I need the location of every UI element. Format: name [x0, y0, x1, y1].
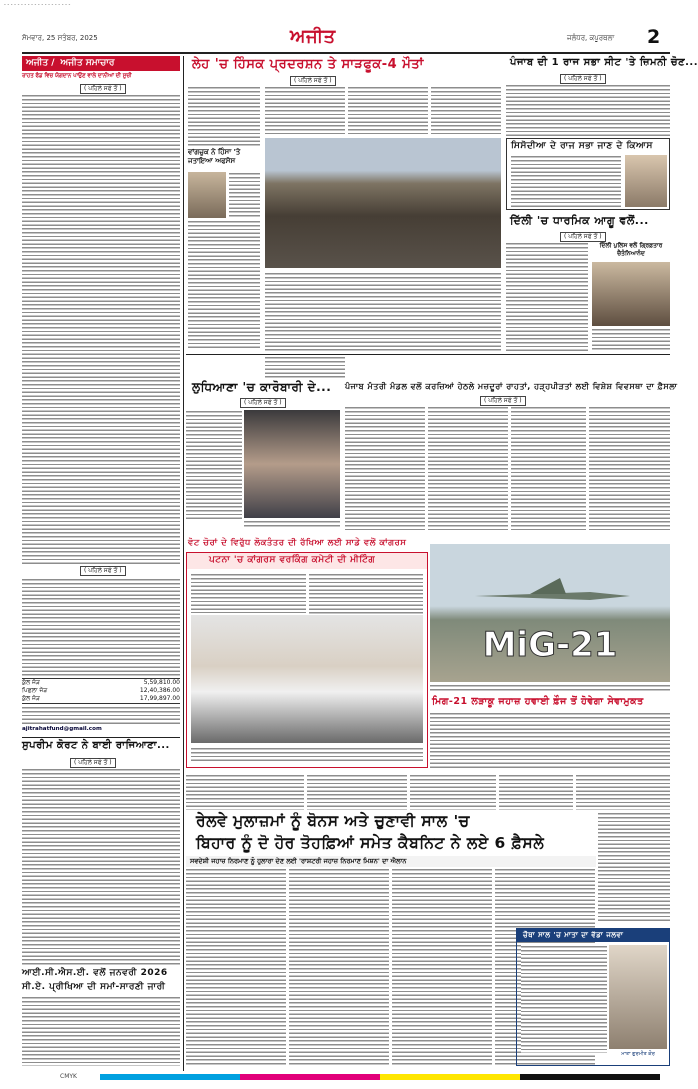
rail-story-2 [289, 868, 389, 1066]
rail-story-3 [392, 868, 492, 1066]
ministers-story-1 [345, 406, 425, 531]
brand-right: ਅਜੀਤ ਸਮਾਚਾਰ [60, 58, 115, 68]
left-column [22, 56, 180, 736]
leh-story-col2 [265, 86, 345, 136]
rail-pre-3 [410, 774, 496, 810]
leh-sub-headline: ਵਾਂਗਚੁਕ ਨੇ ਹਿੰਸਾ 'ਤੇ ਜਤਾਇਆ ਅਫਸੋਸ [188, 148, 241, 165]
mig-headline: ਮਿਗ-21 ਲੜਾਕੂ ਜਹਾਜ਼ ਹਵਾਈ ਫ਼ੌਜ ਤੋਂ ਹੋਵੇਗਾ ਸੇਵਾਮੁਕਤ [432, 696, 644, 707]
continued-tag-2: ( ਪਹਿਲੇ ਸਫੇ ਤੋਂ ) [80, 566, 126, 576]
donor-list [22, 94, 180, 564]
total-row [22, 695, 180, 704]
footer-marks: CMYK [60, 1073, 77, 1080]
ludhiana-pre [265, 356, 345, 378]
obit-title: ਚੌਥਾ ਸਾਲ 'ਚ ਮਾਤਾ ਦਾ ਵੱਡਾ ਜਲਵਾ [523, 931, 624, 939]
sisodia-box [506, 138, 670, 210]
header-rule [22, 52, 670, 54]
rail-pre-2 [307, 774, 407, 810]
continued-tag: ( ਪਹਿਲੇ ਸਫੇ ਤੋਂ ) [80, 84, 126, 94]
leh-story-col3 [348, 86, 428, 136]
ministers-story-2 [428, 406, 508, 531]
mig-jet-icon [470, 574, 640, 614]
jet-wing [530, 578, 566, 594]
ministers-headline: ਪੰਜਾਬ ਮੰਤਰੀ ਮੰਡਲ ਵਲੋਂ ਕਰਜ਼ਿਆਂ ਹੇਠਲੇ ਮਜ਼ਦੂਰਾਂ ਰਾਹਤਾਂ, ਹੜ੍ਹਪੀੜਤਾਂ ਲਈ ਵਿਸ਼ੇਸ਼ ਵਿਵਸਥਾ ਦਾ ਫ਼ੈਸਲਾ [345, 382, 678, 391]
delhi-story [506, 242, 588, 352]
masthead: ਅਜੀਤ [290, 26, 336, 47]
donor-list-2 [22, 578, 180, 678]
continued-tag-8: ( ਪਹਿਲੇ ਸਫੇ ਤੋਂ ) [70, 758, 116, 768]
rail-right-col [598, 812, 670, 922]
col-rule [183, 56, 184, 1071]
ludhiana-caption [244, 520, 340, 528]
supreme-headline: ਸੁਪਰੀਮ ਕੋਰਟ ਨੇ ਬਾਈ ਰਾਜਿਆਣਾ... [22, 740, 170, 751]
header-date: ਸੋਮਵਾਰ, 25 ਸਤੰਬਰ, 2025 [22, 34, 98, 42]
total-row [22, 687, 180, 695]
total-value: 12,40,386.00 [139, 687, 180, 694]
supreme-story [22, 768, 180, 966]
rail-sub: ਸਵਦੇਸ਼ੀ ਜਹਾਜ਼ ਨਿਰਮਾਣ ਨੂੰ ਹੁਲਾਰਾ ਦੇਣ ਲਈ 'ਰਾਸ਼ਟਰੀ ਜਹਾਜ਼ ਨਿਰਮਾਣ ਮਿਸ਼ਨ' ਦਾ ਐਲਾਨ [186, 856, 596, 867]
row-rule [186, 354, 670, 355]
rail-pre-1 [186, 774, 304, 810]
delhi-caption: ਦਿੱਲੀ ਪੁਲਿਸ ਵਲੋਂ ਗ੍ਰਿਫ਼ਤਾਰ ਚੈਤੰਨਿਆਨੰਦ [599, 242, 663, 257]
continued-tag-5: ( ਪਹਿਲੇ ਸਫੇ ਤੋਂ ) [560, 232, 606, 242]
sisodia-story [511, 155, 621, 207]
delhi-story-2 [592, 328, 670, 352]
rail-story-1 [186, 868, 286, 1066]
punjab-rs-story [506, 84, 670, 136]
rail-pre-5 [576, 774, 670, 810]
fund-email: ajitrahatfund@gmail.com [22, 726, 102, 732]
page-number: 2 [647, 26, 661, 48]
sc-rule [22, 737, 180, 738]
continued-tag-4: ( ਪਹਿਲੇ ਸਫੇ ਤੋਂ ) [560, 74, 606, 84]
leh-protest-photo [265, 138, 501, 268]
continued-tag-7: ( ਪਹਿਲੇ ਸਫੇ ਤੋਂ ) [480, 396, 526, 406]
leh-story-col1b [229, 172, 260, 218]
ludhiana-headline: ਲੁਧਿਆਣਾ 'ਚ ਕਾਰੋਬਾਰੀ ਦੇ... [192, 380, 332, 394]
cbse-headline: ਆਈ.ਸੀ.ਐਸ.ਈ. ਵਲੋਂ ਜਨਵਰੀ 2026 [22, 968, 168, 978]
patna-headline: ਪਟਨਾ 'ਚ ਕਾਂਗਰਸ ਵਰਕਿੰਗ ਕਮੇਟੀ ਦੀ ਮੀਟਿੰਗ [209, 555, 376, 565]
total-value: 17,99,897.00 [139, 695, 180, 702]
delhi-photo [592, 262, 670, 326]
sisodia-photo [625, 155, 667, 207]
header-right: ਜਲੰਧਰ, ਕਪੂਰਥਲਾ [567, 34, 615, 42]
patna-photo [191, 615, 423, 743]
leh-story-col1 [188, 86, 260, 146]
color-bar [100, 1074, 660, 1080]
total-value: 5,59,810.00 [143, 679, 180, 686]
patna-box [186, 552, 428, 768]
ludhiana-photo [244, 410, 340, 518]
mig-story [430, 712, 670, 770]
continued-tag-6: ( ਪਹਿਲੇ ਸਫੇ ਤੋਂ ) [240, 398, 286, 408]
cbse-story [22, 996, 180, 1066]
fund-note [22, 706, 180, 726]
obit-photo [609, 945, 667, 1049]
rail-headline-2: ਬਿਹਾਰ ਨੂੰ ਦੋ ਹੋਰ ਤੋਹਫ਼ਿਆਂ ਸਮੇਤ ਕੈਬਨਿਟ ਨੇ ਲਏ 6 ਫ਼ੈਸਲੇ [196, 834, 545, 852]
total-label: ਕੁੱਲ ਜੋੜ [22, 679, 40, 686]
print-slug: - - - - - - - - - - - - - - - - - - - - [4, 2, 71, 8]
wangchuk-photo [188, 172, 226, 218]
donor-subtitle: ਰਾਹਤ ਫੰਡ ਵਿਚ ਯੋਗਦਾਨ ਪਾਉਣ ਵਾਲੇ ਦਾਨੀਆਂ ਦੀ ਸੂਚੀ [22, 73, 132, 79]
total-label: ਪਿਛਲਾ ਜੋੜ [22, 687, 48, 694]
rail-pre-4 [499, 774, 573, 810]
rail-headline-1: ਰੇਲਵੇ ਮੁਲਾਜ਼ਮਾਂ ਨੂੰ ਬੋਨਸ ਅਤੇ ਚੁਣਾਵੀ ਸਾਲ 'ਚ [196, 812, 470, 830]
delhi-headline: ਦਿੱਲੀ 'ਚ ਧਾਰਮਿਕ ਆਗੂ ਵਲੋਂ... [510, 214, 649, 227]
leh-story-col2b [265, 272, 501, 352]
patna-story-1 [191, 573, 306, 613]
page-header [22, 24, 670, 52]
mig-caption [430, 684, 670, 692]
continued-tag-3: ( ਪਹਿਲੇ ਸਫੇ ਤੋਂ ) [290, 76, 336, 86]
leh-story-col4 [431, 86, 501, 136]
total-label: ਕੁੱਲ ਜੋੜ [22, 695, 40, 702]
leh-story-col1c [188, 220, 260, 348]
obit-text [521, 945, 607, 1053]
total-row [22, 678, 180, 687]
ministers-story-3 [511, 406, 586, 531]
totals [22, 678, 180, 704]
punjab-rs-headline: ਪੰਜਾਬ ਦੀ 1 ਰਾਜ ਸਭਾ ਸੀਟ 'ਤੇ ਜ਼ਿਮਨੀ ਚੋਣ... [510, 57, 698, 68]
mig-banner: MiG-21 [482, 625, 618, 665]
leh-headline: ਲੇਹ 'ਚ ਹਿੰਸਕ ਪ੍ਰਦਰਸ਼ਨ ਤੇ ਸਾੜਫੂਕ-4 ਮੌਤਾਂ [192, 57, 424, 72]
brand-left: ਅਜੀਤ / [26, 58, 55, 68]
brand-bar [22, 56, 180, 71]
ludhiana-story [186, 410, 242, 520]
mig-formation [440, 618, 660, 664]
cbse-sub: ਸੀ.ਏ. ਪ੍ਰੀਖਿਆ ਦੀ ਸਮਾਂ-ਸਾਰਣੀ ਜਾਰੀ [22, 982, 166, 992]
obit-box [516, 928, 670, 1066]
ministers-story-4 [589, 406, 670, 531]
patna-caption [191, 747, 423, 763]
obit-name: ਮਾਤਾ ਗੁਰਮੀਤ ਕੌਰ [621, 1051, 655, 1057]
sisodia-headline: ਸਿਸੋਦੀਆ ਦੇ ਰਾਜ ਸਭਾ ਜਾਣ ਦੇ ਕਿਆਸ [511, 141, 653, 151]
vote-headline: ਵੋਟ ਚੋਰਾਂ ਦੇ ਵਿਰੁੱਧ ਲੋਕਤੰਤਰ ਦੀ ਰੱਖਿਆ ਲਈ ਸਾਡੇ ਵਲੋਂ ਕਾਂਗਰਸ [188, 538, 407, 548]
